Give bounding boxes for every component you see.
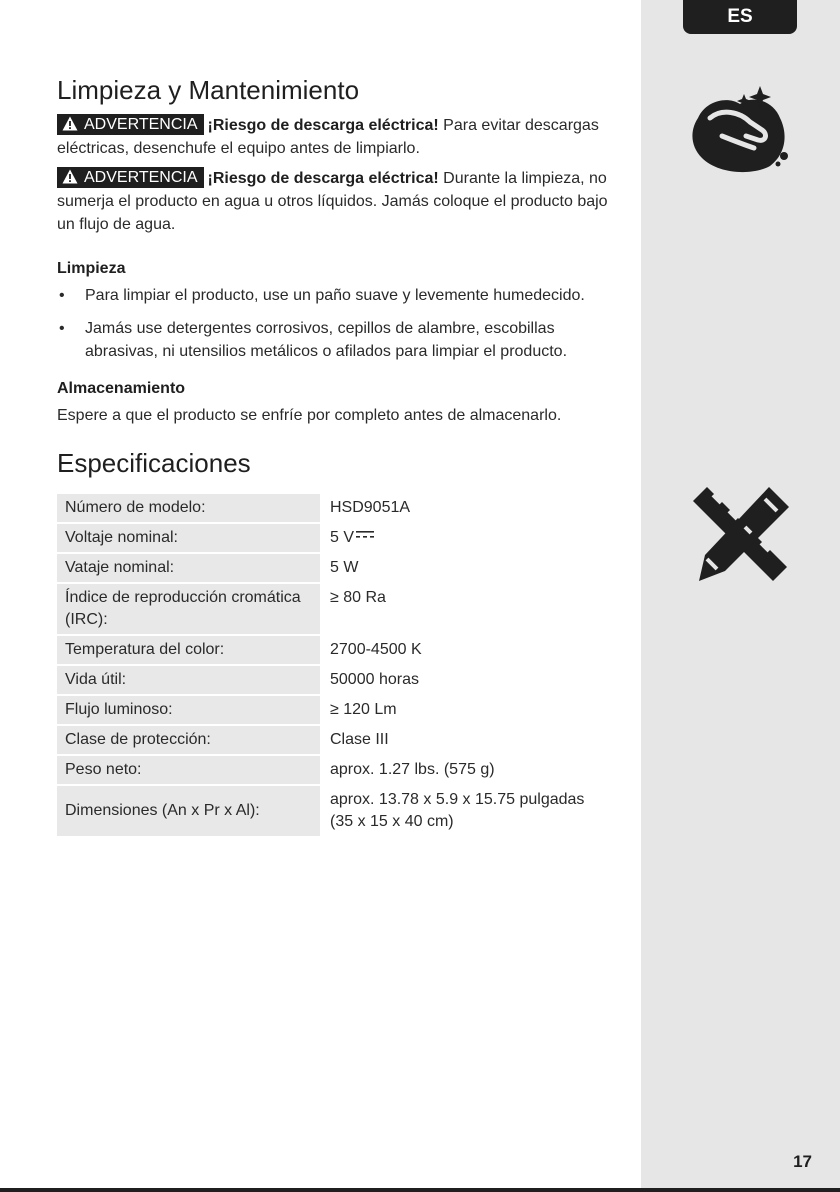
warning-triangle-icon	[62, 116, 78, 131]
warning-badge: ADVERTENCIA	[57, 114, 204, 135]
spec-value: 5 V	[320, 524, 617, 552]
table-row	[57, 666, 617, 694]
warning-triangle-icon	[62, 169, 78, 184]
table-row	[57, 756, 617, 784]
warning-paragraph	[57, 114, 627, 160]
spec-value: aprox. 13.78 x 5.9 x 15.75 pulgadas (35 x 15 x 40 cm)	[330, 791, 585, 830]
warning-lead: ¡Riesgo de descarga eléctrica!	[207, 170, 439, 187]
spec-value: 5 W	[330, 559, 359, 576]
spec-label: Vida útil:	[57, 666, 320, 694]
page-number: 17	[793, 1152, 812, 1171]
language-tab: ES	[683, 0, 797, 34]
section-title-specs: Especificaciones	[57, 448, 251, 478]
spec-label: Temperatura del color:	[57, 636, 320, 664]
spec-value: 50000 horas	[330, 671, 419, 688]
spec-label: Vataje nominal:	[57, 554, 320, 582]
table-row	[57, 494, 617, 522]
list-item: • Jamás use detergentes corrosivos, cepillos de alambre, escobillas abrasivas, ni utensilios metálicos o afilados para limpiar el producto.	[57, 317, 627, 363]
table-row	[57, 696, 617, 724]
spec-label: Peso neto:	[57, 756, 320, 784]
table-row	[57, 584, 617, 634]
bottom-rule	[0, 1188, 840, 1192]
spec-value: Clase III	[330, 731, 389, 748]
spec-value: ≥ 80 Ra	[330, 589, 386, 606]
spec-value: HSD9051A	[330, 499, 411, 516]
table-row	[57, 726, 617, 754]
table-row	[57, 636, 617, 664]
spec-label: Índice de reproducción cromática (IRC):	[57, 584, 320, 634]
warning-text: Durante la limpieza, no sumerja el producto en agua u otros líquidos. Jamás coloque el producto bajo un flujo de agua.	[57, 170, 608, 233]
warning-badge: ADVERTENCIA	[57, 167, 204, 188]
warning-text: Para evitar descargas eléctricas, desenchufe el equipo antes de limpiarlo.	[57, 117, 599, 157]
direct-current-icon	[356, 531, 374, 539]
table-row	[57, 786, 617, 836]
spec-value: aprox. 1.27 lbs. (575 g)	[330, 761, 495, 778]
table-row	[57, 554, 617, 582]
spec-value: ≥ 120 Lm	[330, 701, 397, 718]
spec-label: Número de modelo:	[57, 494, 320, 522]
spec-label: Dimensiones (An x Pr x Al):	[57, 786, 320, 836]
specs-table	[57, 492, 617, 838]
warning-paragraph	[57, 167, 627, 236]
main-content	[57, 74, 627, 838]
spec-value: 2700-4500 K	[330, 641, 422, 658]
storage-text: Espere a que el producto se enfríe por completo antes de almacenarlo.	[57, 407, 562, 424]
sidebar-panel	[641, 0, 840, 1192]
list-item: • Para limpiar el producto, use un paño suave y levemente humedecido.	[57, 284, 627, 307]
subheading-storage: Almacenamiento	[57, 380, 186, 397]
spec-label: Flujo luminoso:	[57, 696, 320, 724]
spec-label: Clase de protección:	[57, 726, 320, 754]
warning-lead: ¡Riesgo de descarga eléctrica!	[207, 117, 439, 134]
spec-label: Voltaje nominal:	[57, 524, 320, 552]
pencil-ruler-icon	[689, 483, 793, 587]
cleaning-list	[57, 284, 627, 363]
subheading-cleaning: Limpieza	[57, 260, 126, 277]
table-row	[57, 524, 617, 552]
section-title-cleaning: Limpieza y Mantenimiento	[57, 75, 360, 105]
cloth-wipe-icon	[688, 78, 794, 174]
